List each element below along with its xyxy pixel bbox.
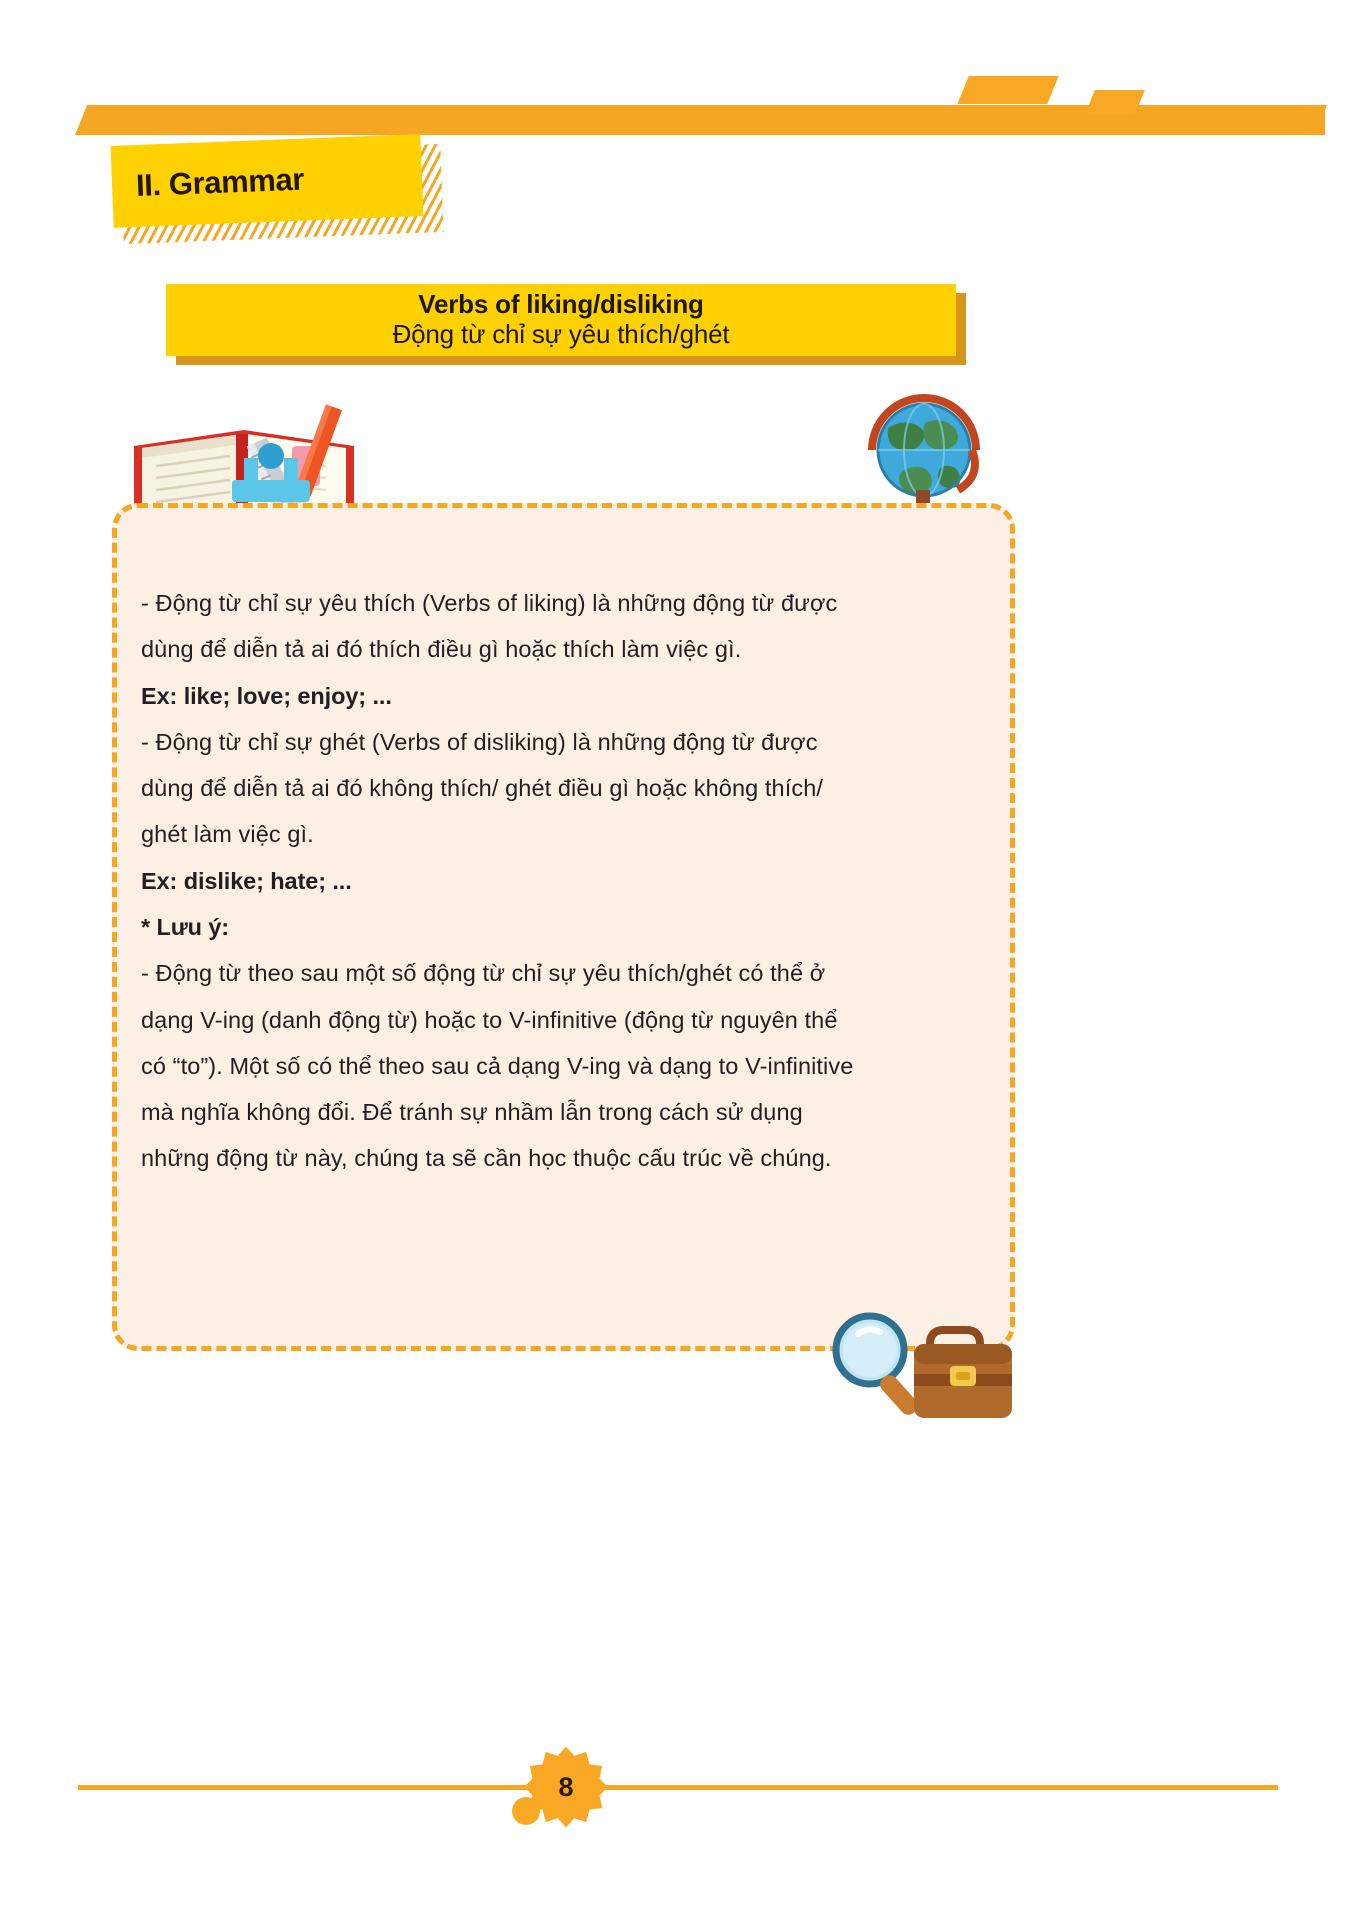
header-accent-chip-small xyxy=(1085,90,1145,114)
section-banner-card xyxy=(111,134,424,228)
lesson-title-box xyxy=(166,284,956,356)
note-example-disliking: Ex: dislike; hate; ... xyxy=(141,867,352,894)
section-banner xyxy=(112,140,442,240)
lesson-title-english: Verbs of liking/disliking xyxy=(418,288,704,319)
footer-rule xyxy=(78,1785,1278,1790)
section-title: II. Grammar xyxy=(135,161,305,204)
note-line: - Động từ chỉ sự ghét (Verbs of disliking) là những động từ được xyxy=(141,728,818,755)
grammar-note-text xyxy=(141,580,984,1182)
note-line: có “to”). Một số có thể theo sau cả dạng V-ing và dạng to V-infinitive xyxy=(141,1052,854,1079)
header-accent-chip-large xyxy=(957,76,1058,104)
lesson-title-vietnamese: Động từ chỉ sự yêu thích/ghét xyxy=(392,319,730,350)
page-number-badge xyxy=(524,1745,608,1829)
page-number: 8 xyxy=(558,1771,574,1802)
note-line: những động từ này, chúng ta sẽ cần học thuộc cấu trúc về chúng. xyxy=(141,1145,832,1172)
note-line: dùng để diễn tả ai đó không thích/ ghét điều gì hoặc không thích/ xyxy=(141,775,823,802)
note-example-liking: Ex: like; love; enjoy; ... xyxy=(141,682,392,709)
header-bar-end xyxy=(1245,105,1325,135)
note-caution-heading: * Lưu ý: xyxy=(141,913,230,940)
header-slant-bar xyxy=(75,105,1327,135)
magnifier-briefcase-icon xyxy=(818,1298,1028,1438)
note-line: dùng để diễn tả ai đó thích điều gì hoặc thích làm việc gì. xyxy=(141,636,742,663)
note-line: - Động từ theo sau một số động từ chỉ sự yêu thích/ghét có thể ở xyxy=(141,960,826,987)
grammar-note-box xyxy=(112,503,1015,1351)
note-line: ghét làm việc gì. xyxy=(141,821,314,848)
note-line: mà nghĩa không đổi. Để tránh sự nhầm lẫn trong cách sử dụng xyxy=(141,1099,803,1126)
note-line: - Động từ chỉ sự yêu thích (Verbs of liking) là những động từ được xyxy=(141,590,838,616)
note-line: dạng V-ing (danh động từ) hoặc to V-infinitive (động từ nguyên thể xyxy=(141,1006,838,1033)
